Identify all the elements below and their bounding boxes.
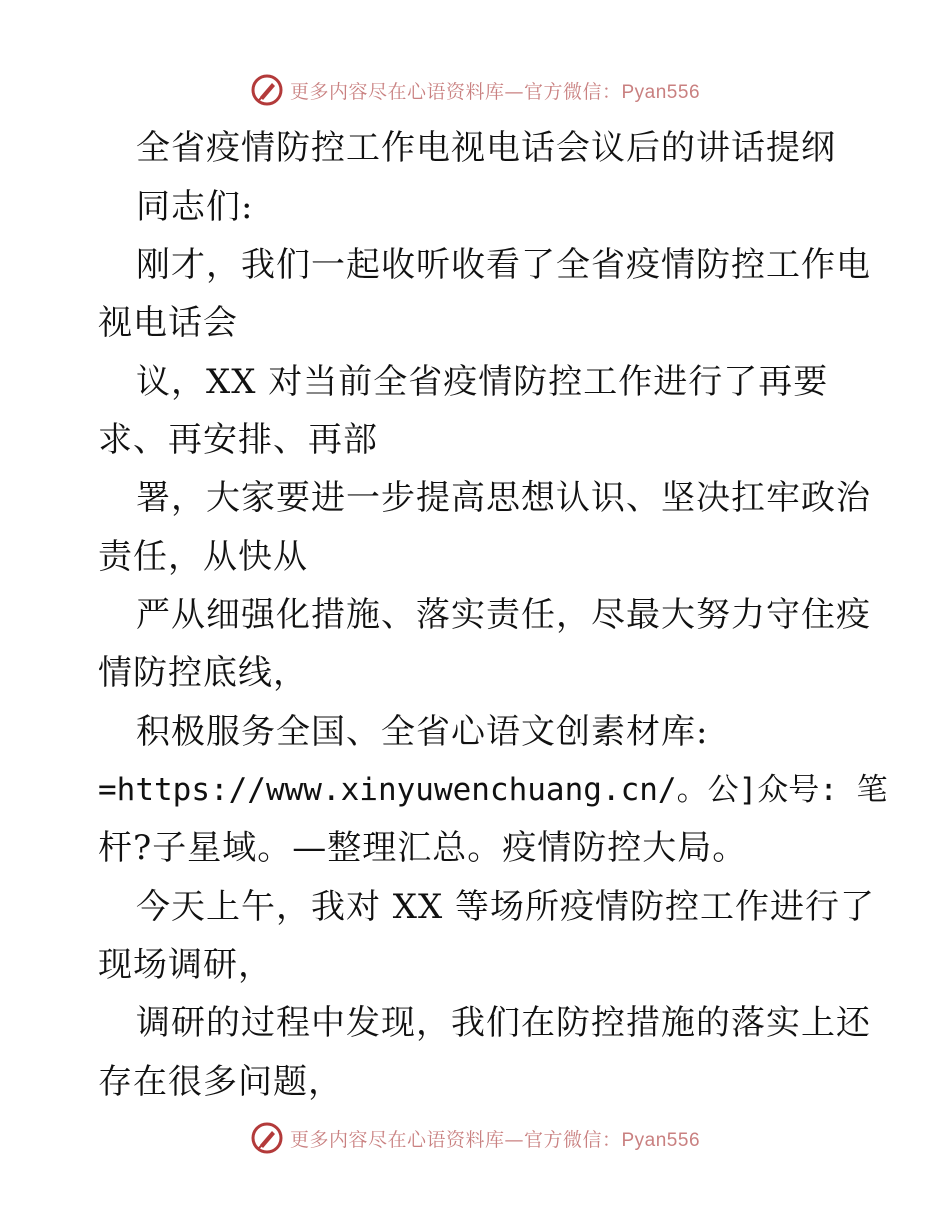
paragraph-line: [136, 362, 828, 402]
paragraph-line: 责任，从快从: [98, 537, 308, 577]
watermark-text: [290, 1125, 700, 1152]
watermark-handle: Pyan556: [621, 81, 701, 103]
paragraph-line-text: 议，XX 对当前全省疫情防控工作进行了再要: [136, 362, 829, 402]
paragraph-line: 视电话会: [98, 303, 238, 343]
header-watermark: [0, 70, 950, 110]
watermark-handle: Pyan556: [621, 1129, 701, 1151]
paragraph-line: 杆?子星域。—整理汇总。疫情防控大局。: [98, 828, 748, 868]
paragraph-line: 刚才，我们一起收听收看了全省疫情防控工作电: [136, 245, 871, 285]
paragraph-line: 现场调研，: [98, 945, 273, 985]
watermark-label: 更多内容尽在心语资料库—官方微信：: [289, 1128, 622, 1151]
watermark-text: [290, 77, 700, 104]
paragraph-line: 情防控底线，: [98, 653, 308, 693]
paragraph-line: 今天上午，我对 XX 等场所疫情防控工作进行了: [136, 887, 876, 927]
watermark-label: 更多内容尽在心语资料库—官方微信：: [289, 80, 622, 103]
paragraph-line: 署，大家要进一步提高思想认识、坚决扛牢政治: [136, 478, 871, 518]
footer-watermark: [0, 1118, 950, 1158]
paragraph-line: 求、再安排、再部: [98, 420, 378, 460]
paragraph-line: 存在很多问题，: [98, 1062, 343, 1102]
salutation-line: 同志们:: [136, 187, 254, 227]
paragraph-line: 严从细强化措施、落实责任，尽最大努力守住疫: [136, 595, 871, 635]
pen-seal-icon: [250, 73, 284, 107]
url-line: =https://www.xinyuwenchuang.cn/。公]众号: 笔: [98, 772, 888, 808]
pen-seal-icon: [250, 1121, 284, 1155]
paragraph-line: 调研的过程中发现，我们在防控措施的落实上还: [136, 1003, 871, 1043]
paragraph-line: 积极服务全国、全省心语文创素材库:: [136, 712, 709, 752]
document-title: 全省疫情防控工作电视电话会议后的讲话提纲: [136, 128, 836, 168]
